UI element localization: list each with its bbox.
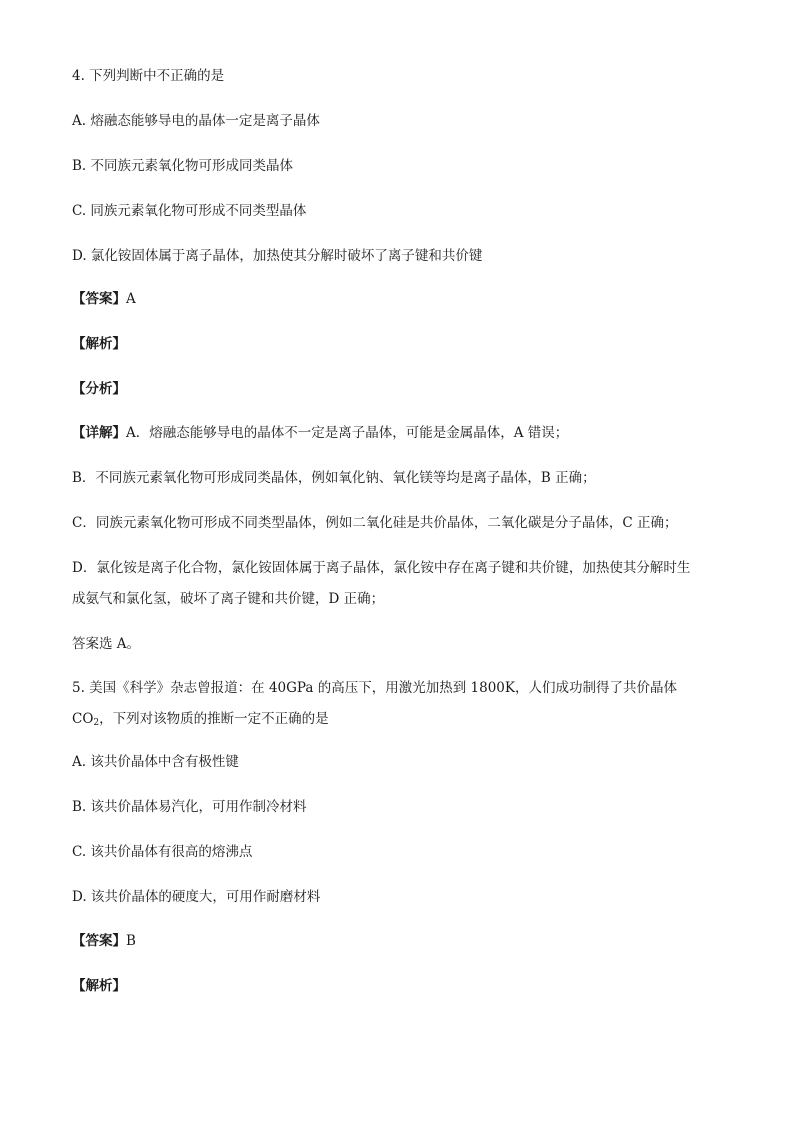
- q4-fenxi-label: 【分析】: [72, 381, 126, 397]
- q4-detail-d2: 成氨气和氯化氢，破坏了离子键和共价键，D 正确；: [72, 591, 385, 607]
- q5-answer-label: 【答案】: [72, 933, 126, 949]
- q5-analysis-label: 【解析】: [72, 978, 126, 994]
- q5-answer: [72, 932, 136, 950]
- q4-detail-d1: D．氯化铵是离子化合物，氯化铵固体属于离子晶体，氯化铵中存在离子键和共价键，加热使其分解时生: [72, 560, 691, 576]
- q4-answer: [72, 290, 136, 308]
- q4-option-c: C. 同族元素氧化物可形成不同类型晶体: [72, 203, 307, 219]
- q4-detail-a-line: [72, 424, 568, 442]
- q4-conclusion: 答案选 A。: [72, 636, 141, 652]
- q4-detail-label: 【详解】: [72, 425, 126, 441]
- q5-option-b: B. 该共价晶体易汽化，可用作制冷材料: [72, 799, 307, 815]
- q5-option-a: A. 该共价晶体中含有极性键: [72, 754, 239, 770]
- q4-detail-a: A．熔融态能够导电的晶体不一定是离子晶体，可能是金属晶体，A 错误；: [126, 425, 569, 441]
- q4-answer-label: 【答案】: [72, 291, 126, 307]
- q4-option-a: A. 熔融态能够导电的晶体一定是离子晶体: [72, 113, 320, 129]
- q5-stem-line1: 5. 美国《科学》杂志曾报道：在 40GPa 的高压下，用激光加热到 1800K，人们成功制得了共价晶体: [72, 680, 677, 696]
- q5-option-d: D. 该共价晶体的硬度大，可用作耐磨材料: [72, 889, 321, 905]
- q5-formula-subscript: 2: [93, 718, 100, 728]
- q4-option-d: D. 氯化铵固体属于离子晶体，加热使其分解时破坏了离子键和共价键: [72, 248, 483, 264]
- q4-option-b: B. 不同族元素氧化物可形成同类晶体: [72, 158, 294, 174]
- q5-option-c: C. 该共价晶体有很高的熔沸点: [72, 844, 253, 860]
- q5-answer-value: B: [126, 933, 136, 949]
- q5-formula-co: CO: [72, 711, 94, 727]
- q4-detail-b: B．不同族元素氧化物可形成同类晶体，例如氧化钠、氧化镁等均是离子晶体，B 正确；: [72, 470, 596, 486]
- q4-detail-c: C．同族元素氧化物可形成不同类型晶体，例如二氧化硅是共价晶体，二氧化碳是分子晶体，C 正确；: [72, 515, 678, 531]
- q5-stem-line2: [72, 710, 329, 728]
- q5-stem-rest: ，下列对该物质的推断一定不正确的是: [99, 711, 329, 727]
- q4-analysis-label: 【解析】: [72, 336, 126, 352]
- q4-answer-value: A: [126, 291, 136, 307]
- q4-stem: 4. 下列判断中不正确的是: [72, 68, 225, 84]
